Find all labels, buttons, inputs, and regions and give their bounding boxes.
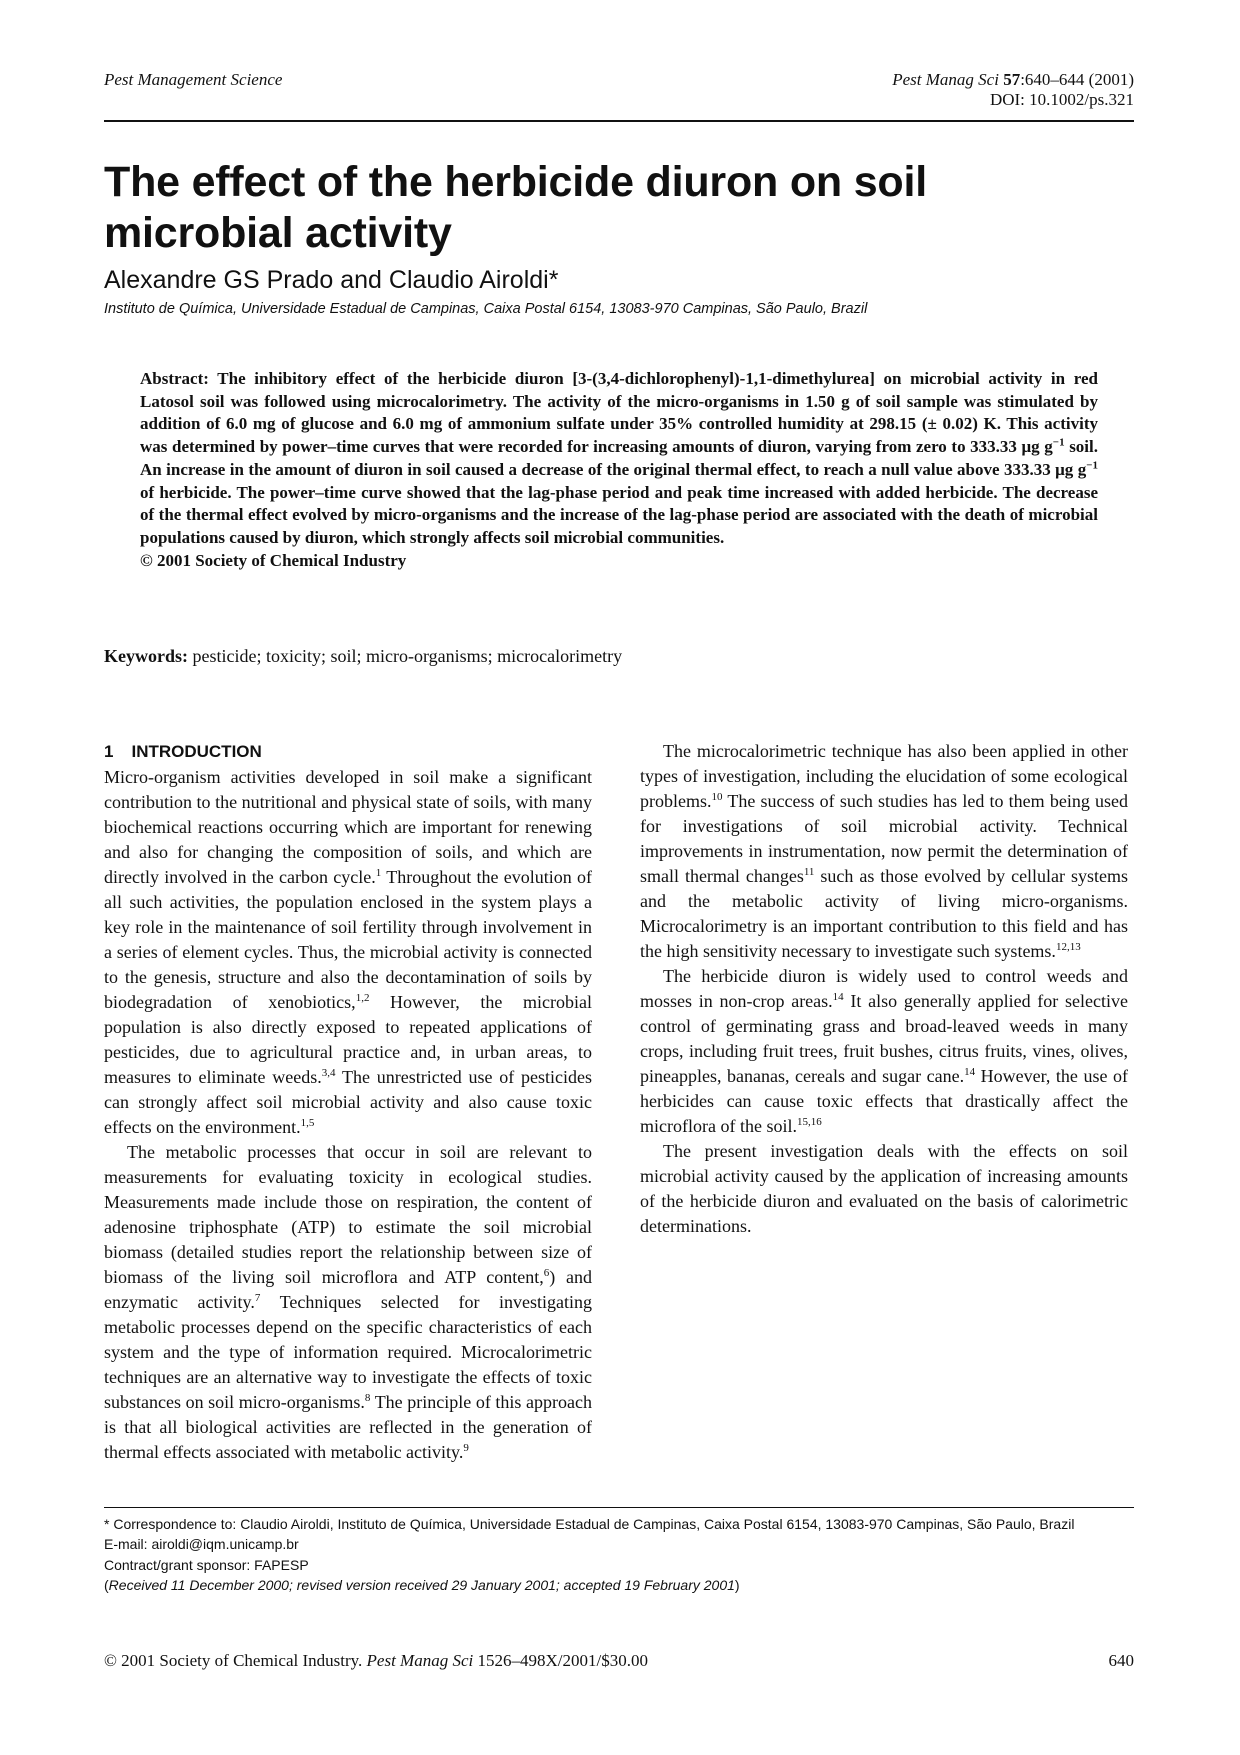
- body-paragraph: [640, 964, 1128, 1139]
- citation-ref: 3,4: [321, 1067, 336, 1079]
- header-rule: [104, 120, 1134, 122]
- citation-ref: 10: [711, 791, 723, 803]
- keywords: [104, 646, 622, 667]
- abstract-copyright: © 2001 Society of Chemical Industry: [140, 550, 407, 570]
- footer-journal: Pest Manag Sci: [366, 1651, 474, 1670]
- body-text: The metabolic processes that occur in soil are relevant to measurements for evaluating toxicity in ecological studies. Measurements made include those on respiration, the content of adenosine triphosphate (ATP) to estimate the soil microbial biomass (detailed studies report the relationship between size of biomass of the living soil microflora and ATP content,: [104, 1142, 592, 1287]
- body-text: The present investigation deals with the effects on soil microbial activity caused by the application of increasing amounts of the herbicide diuron and evaluated on the basis of calorimetric determinations.: [640, 1141, 1128, 1236]
- abstract-superscript: −1: [1052, 436, 1065, 449]
- body-text: Throughout the evolution of all such activities, the population enclosed in the system plays a key role in the maintenance of soil fertility through involvement in a series of element cycles. Thus, the microbial activity is connected to the genesis, structure and also the decontamination of soils by biodegradation of xenobiotics,: [104, 867, 592, 1012]
- body-text: The unrestricted use of pesticides can strongly affect soil microbial activity and also cause toxic effects on the environment.: [104, 1067, 592, 1137]
- body-paragraph: [104, 765, 592, 1140]
- citation-ref: 9: [463, 1442, 469, 1454]
- running-header-citation: [892, 70, 1134, 110]
- body-text: However, the use of herbicides can cause toxic effects that drastically affect the microflora of the soil.: [640, 1066, 1128, 1136]
- citation-ref: 8: [364, 1392, 371, 1404]
- citation-ref: 12,13: [1055, 941, 1081, 953]
- citation-ref: 6: [543, 1267, 550, 1279]
- footnotes: [104, 1514, 1134, 1595]
- body-text: The microcalorimetric technique has also been applied in other types of investigation, including the elucidation of some ecological problems.: [640, 741, 1128, 811]
- footer-copyright-text: © 2001 Society of Chemical Industry.: [104, 1651, 367, 1670]
- body-text: ) and enzymatic activity.: [104, 1267, 592, 1312]
- section-heading: [104, 741, 592, 763]
- citation-volume: 57: [1003, 70, 1021, 89]
- footer-issn: 1526–498X/2001/$30.00: [473, 1651, 648, 1670]
- citation-ref: 7: [254, 1292, 261, 1304]
- body-paragraph: [640, 739, 1128, 964]
- citation-ref: 11: [803, 866, 815, 878]
- citation-ref: 1,2: [355, 992, 370, 1004]
- keywords-list: pesticide; toxicity; soil; micro-organisms; microcalorimetry: [188, 646, 623, 666]
- footnote-rule: [104, 1507, 1134, 1508]
- body-text: The success of such studies has led to them being used for investigations of soil microbial activity. Technical improvements in instrumentation, now permit the determination of small thermal changes: [640, 791, 1128, 886]
- body-text: The herbicide diuron is widely used to control weeds and mosses in non-crop areas.: [640, 966, 1128, 1011]
- abstract-text: The inhibitory effect of the herbicide diuron [3-(3,4-dichlorophenyl)-1,1-dimethylurea] on microbial activity in red Latosol soil was followed using microcalorimetry. The activity of the micro-organisms in 1.50 g of soil sample was stimulated by addition of 6.0 mg of glucose and 6.0 mg of ammonium sulfate under 35% controlled humidity at 298.15 (± 0.02) K. This activity was determined by power–time curves that were recorded for increasing amounts of diuron, varying from zero to 333.33 μg g: [140, 369, 1098, 457]
- keywords-label: Keywords:: [104, 646, 188, 666]
- abstract: [140, 368, 1098, 572]
- authors: Alexandre GS Prado and Claudio Airoldi*: [104, 266, 559, 294]
- email-note: E-mail: airoldi@iqm.unicamp.br: [104, 1536, 299, 1553]
- citation-ref: 14: [832, 991, 844, 1003]
- body-paragraph: [640, 1139, 1128, 1239]
- affiliation: Instituto de Química, Universidade Estadual de Campinas, Caixa Postal 6154, 13083-970 Campinas, São Paulo, Brazil: [104, 301, 868, 317]
- received-note: (Received 11 December 2000; revised version received 29 January 2001; accepted 19 February 2001): [104, 1576, 740, 1593]
- body-text: Micro-organism activities developed in soil make a significant contribution to the nutritional and physical state of soils, with many biochemical reactions occurring which are important for renewing and also for changing the composition of soils, and which are directly involved in the carbon cycle.: [104, 767, 592, 887]
- body-text: The principle of this approach is that all biological activities are reflected in the generation of thermal effects associated with metabolic activity.: [104, 1392, 592, 1462]
- abstract-label: Abstract:: [140, 369, 209, 388]
- abstract-superscript: −1: [1086, 459, 1098, 472]
- citation-ref: 14: [964, 1066, 976, 1078]
- sponsor-note: Contract/grant sponsor: FAPESP: [104, 1556, 309, 1573]
- correspondence-note: * Correspondence to: Claudio Airoldi, Instituto de Química, Universidade Estadual de Campinas, Caixa Postal 6154, 13083-970 Campinas, São Paulo, Brazil: [104, 1516, 1075, 1532]
- section-number: 1: [104, 742, 114, 761]
- citation-ref: 15,16: [796, 1116, 822, 1128]
- citation-ref: 1,5: [300, 1117, 315, 1129]
- citation-ref: 1: [375, 867, 382, 879]
- body-text: such as those evolved by cellular systems and the metabolic activity of living micro-organisms. Microcalorimetry is an important contribution to this field and has the high sensitivity necessary to investigate such systems.: [640, 866, 1128, 961]
- running-header-journal: Pest Management Science: [104, 70, 283, 89]
- body-text: However, the microbial population is also directly exposed to repeated applications of pesticides, due to agricultural practice and, in urban areas, to measures to eliminate weeds.: [104, 992, 593, 1087]
- doi: DOI: 10.1002/ps.321: [989, 90, 1134, 109]
- abstract-text: of herbicide. The power–time curve showed that the lag-phase period and peak time increased with added herbicide. The decrease of the thermal effect evolved by micro-organisms and the increase of the lag-phase period are associated with the death of microbial populations caused by diuron, which strongly affects soil microbial communities.: [140, 482, 1098, 547]
- body-column-left: [104, 741, 592, 1465]
- page-footer-copyright: [104, 1651, 648, 1671]
- citation-journal: Pest Manag Sci: [892, 70, 999, 89]
- body-text: Techniques selected for investigating metabolic processes depend on the specific characteristics of each system and the type of information required. Microcalorimetric techniques are an alternative way to investigate the effects of toxic substances on soil micro-organisms.: [104, 1292, 592, 1412]
- body-text: It also generally applied for selective control of germinating grass and broad-leaved weeds in many crops, including fruit trees, fruit bushes, citrus fruits, vines, olives, pineapples, bananas, cereals and sugar cane.: [640, 991, 1128, 1086]
- section-title: INTRODUCTION: [131, 742, 262, 761]
- page-number: 640: [1108, 1651, 1134, 1670]
- article-title: The effect of the herbicide diuron on soil microbial activity: [104, 158, 927, 257]
- body-column-right: [640, 739, 1128, 1239]
- abstract-text: soil. An increase in the amount of diuron in soil caused a decrease of the original thermal effect, to reach a null value above 333.33 μg g: [140, 437, 1098, 479]
- body-paragraph: [104, 1140, 592, 1465]
- received-dates: Received 11 December 2000; revised version received 29 January 2001; accepted 19 February 2001: [108, 1576, 735, 1593]
- citation-pages: :640–644 (2001): [1020, 70, 1134, 89]
